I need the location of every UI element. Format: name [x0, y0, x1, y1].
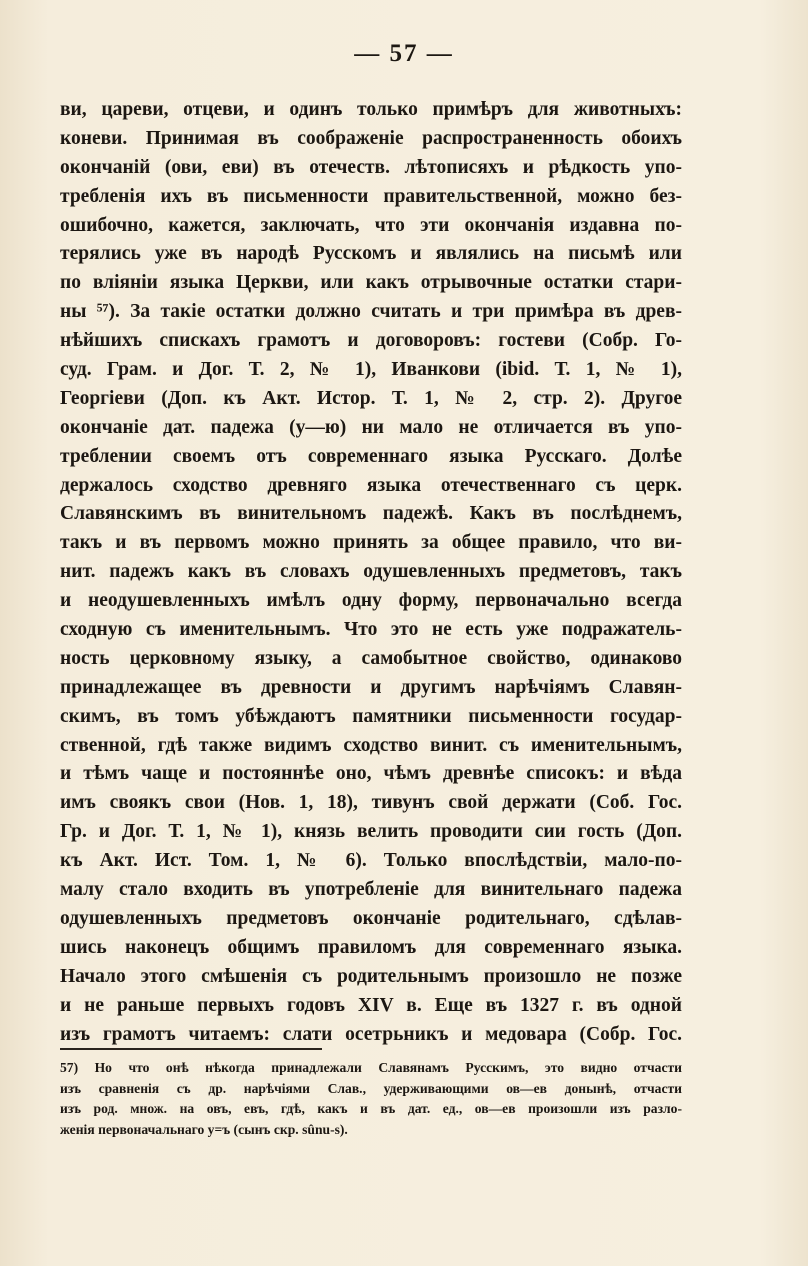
text-line: и неодушевленныхъ имѣлъ одну форму, первоначально всегда: [60, 590, 682, 612]
text-line: и не раньше первыхъ годовъ XIV в. Еще въ 1327 г. въ одной: [60, 994, 682, 1016]
text-line: требленія ихъ въ письменности правительственной, можно без-: [60, 185, 682, 207]
text-line: къ Акт. Ист. Том. 1, № 6). Только впослѣдствіи, мало-по-: [60, 850, 682, 872]
text-line: изъ грамотъ читаемъ: слати осетрьникъ и медовара (Собр. Гос.: [60, 1023, 682, 1045]
text-line: принадлежащее въ древности и другимъ нарѣчіямъ Славян-: [60, 676, 682, 698]
text-line: малу стало входить въ употребленіе для винительнаго падежа: [60, 879, 682, 901]
text-line: нѣйшихъ спискахъ грамотъ и договоровъ: гостеви (Собр. Го-: [60, 330, 682, 352]
footnote-line: изъ род. множ. на овъ, евъ, гдѣ, какъ и въ дат. ед., ов—ев произошли изъ разло-: [60, 1101, 682, 1116]
footnotes: [60, 1058, 682, 1140]
footnote-line: женія первоначальнаго у=ъ (сынъ скр. sûnu-s).: [60, 1121, 348, 1137]
text-line: окончаніе дат. падежа (у—ю) ни мало не отличается въ упо-: [60, 416, 682, 438]
text-line: ви, цареви, отцеви, и одинъ только примѣръ для животныхъ:: [60, 99, 682, 120]
main-text: [60, 96, 682, 1049]
text-line: окончаній (ови, еви) въ отечеств. лѣтописяхъ и рѣдкость упо-: [60, 156, 682, 178]
text-line: Гр. и Дог. Т. 1, № 1), князь велить проводити сии гость (Доп.: [60, 821, 682, 843]
text-line: коневи. Принимая въ соображеніе распространенность обоихъ: [60, 127, 682, 149]
footnote-line: изъ сравненія съ др. нарѣчіями Слав., удерживающими ов—ев донынѣ, отчасти: [60, 1080, 682, 1096]
text-line: одушевленныхъ предметовъ окончаніе родительнаго, сдѣлав-: [60, 907, 682, 929]
text-line: шись наконецъ общимъ правиломъ для современнаго языка.: [60, 936, 682, 958]
text-line: скимъ, въ томъ убѣждаютъ памятники письменности государ-: [60, 705, 682, 727]
footnote-divider: [60, 1048, 322, 1050]
text-line: Георгіеви (Доп. къ Акт. Истор. Т. 1, № 2, стр. 2). Другое: [60, 387, 682, 409]
text-line: треблении своемъ отъ современнаго языка Русскаго. Долѣе: [60, 445, 682, 467]
page-number: — 57 —: [354, 40, 454, 67]
text-line: по вліяніи языка Церкви, или какъ отрывочные остатки стари-: [60, 272, 682, 294]
text-line: Начало этого смѣшенія съ родительнымъ произошло не позже: [60, 965, 682, 987]
text-line: такъ и въ первомъ можно принять за общее правило, что ви-: [60, 532, 682, 554]
text-line: ны ⁵⁷). За такіе остатки должно считать и три примѣра въ древ-: [60, 301, 682, 323]
text-line: ность церковному языку, а самобытное свойство, одинаково: [60, 647, 682, 669]
text-line: и тѣмъ чаще и постояннѣе оно, чѣмъ древнѣе списокъ: и вѣда: [60, 763, 682, 785]
text-line: терялись уже въ народѣ Русскомъ и являлись на письмѣ или: [60, 243, 682, 265]
text-line: Славянскимъ въ винительномъ падежѣ. Какъ въ послѣднемъ,: [60, 503, 682, 525]
text-line: суд. Грам. и Дог. Т. 2, № 1), Иванкови (ibid. Т. 1, № 1),: [60, 359, 682, 381]
text-line: ственной, гдѣ также видимъ сходство винит. съ именительнымъ,: [60, 734, 682, 756]
text-line: имъ своякъ свои (Нов. 1, 18), тивунъ свой держати (Соб. Гос.: [60, 792, 682, 814]
text-line: нит. падежъ какъ въ словахъ одушевленныхъ предметовъ, такъ: [60, 561, 682, 583]
text-line: ошибочно, кажется, заключать, что эти окончанія издавна по-: [60, 214, 682, 236]
footnote-line: 57) Но что онѣ нѣкогда принадлежали Славянамъ Русскимъ, это видно отчасти: [60, 1060, 682, 1075]
text-line: держалось сходство древняго языка отечественнаго съ церк.: [60, 474, 682, 496]
text-line: сходную съ именительнымъ. Что это не есть уже подражатель-: [60, 619, 682, 641]
